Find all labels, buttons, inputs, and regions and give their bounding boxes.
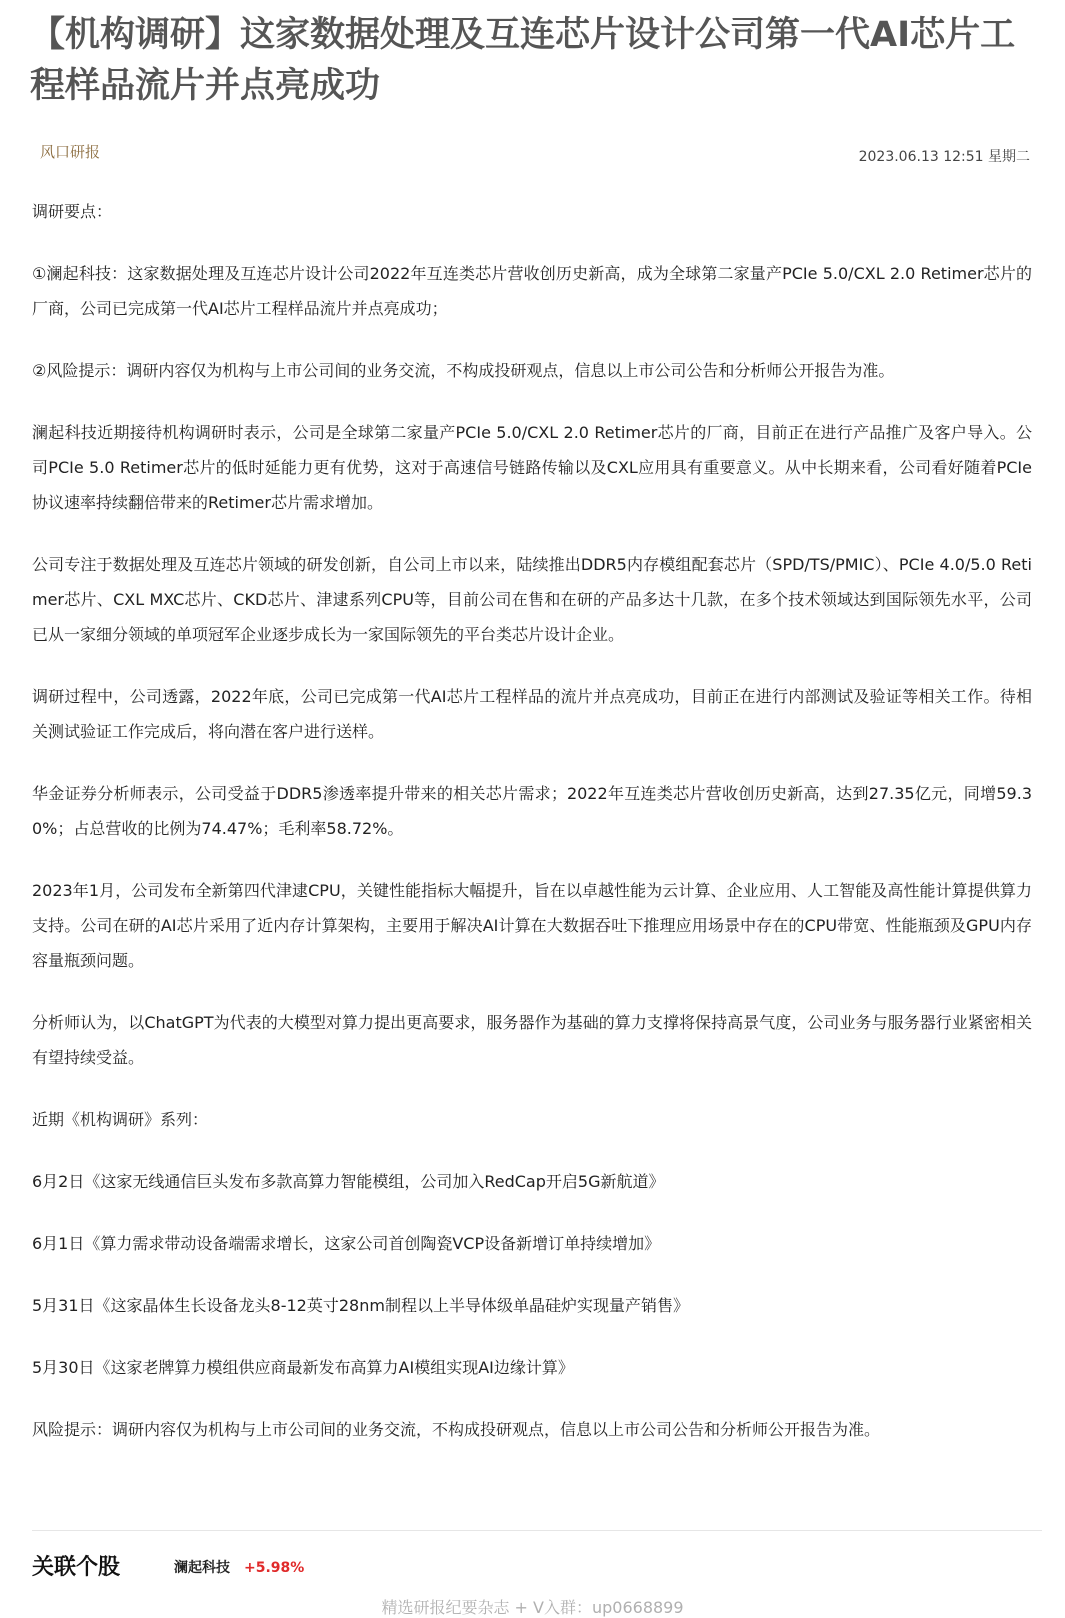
article-datetime: 2023.06.13 12:51 星期二: [858, 149, 1030, 165]
watermark-text: 精选研报纪要杂志 + V入群：up0668899: [381, 1598, 684, 1617]
body-paragraph: 2023年1月，公司发布全新第四代津逮CPU，关键性能指标大幅提升，旨在以卓越性能为云计算、企业应用、人工智能及高性能计算提供算力支持。公司在研的AI芯片采用了近内存计算架构，主要用于解决AI计算在大数据吞吐下推理应用场景中存在的CPU带宽、性能瓶颈及GPU内存容量瓶颈问题。: [32, 881, 1032, 970]
key-point-2: ②风险提示：调研内容仅为机构与上市公司间的业务交流，不构成投研观点，信息以上市公司公告和分析师公开报告为准。: [32, 361, 895, 380]
series-heading: 近期《机构调研》系列：: [32, 1110, 209, 1129]
article-source[interactable]: 风口研报: [40, 143, 101, 161]
body-paragraph: 华金证券分析师表示，公司受益于DDR5渗透率提升带来的相关芯片需求；2022年互连类芯片营收创历史新高，达到27.35亿元，同增59.30%；占总营收的比例为74.47%；毛利率58.72%。: [32, 784, 1032, 838]
stock-change: +5.98%: [244, 1560, 305, 1576]
body-paragraph: 分析师认为，以ChatGPT为代表的大模型对算力提出更高要求，服务器作为基础的算力支撑将保持高景气度，公司业务与服务器行业紧密相关有望持续受益。: [32, 1013, 1032, 1067]
stock-name: 澜起科技: [174, 1560, 230, 1576]
section-divider: [32, 1530, 1042, 1531]
article-body: [32, 194, 1032, 1474]
related-stock-item[interactable]: [174, 1557, 304, 1577]
series-link[interactable]: 5月30日《这家老牌算力模组供应商最新发布高算力AI模组实现AI边缘计算》: [32, 1358, 574, 1377]
body-paragraph: 公司专注于数据处理及互连芯片领域的研发创新，自公司上市以来，陆续推出DDR5内存模组配套芯片（SPD/TS/PMIC）、PCIe 4.0/5.0 Retimer芯片、CXL MXC芯片、CKD芯片、津逮系列CPU等，目前公司在售和在研的产品多达十几款，在多个技术领域达到国际领先水平，公司已从一家细分领域的单项冠军企业逐步成长为一家国际领先的平台类芯片设计企业。: [32, 555, 1032, 644]
series-link[interactable]: 6月2日《这家无线通信巨头发布多款高算力智能模组，公司加入RedCap开启5G新航道》: [32, 1172, 665, 1191]
key-point-1: ①澜起科技：这家数据处理及互连芯片设计公司2022年互连类芯片营收创历史新高，成为全球第二家量产PCIe 5.0/CXL 2.0 Retimer芯片的厂商，公司已完成第一代AI芯片工程样品流片并点亮成功；: [32, 264, 1032, 318]
body-paragraph: 澜起科技近期接待机构调研时表示，公司是全球第二家量产PCIe 5.0/CXL 2.0 Retimer芯片的厂商，目前正在进行产品推广及客户导入。公司PCIe 5.0 Retimer芯片的低时延能力更有优势，这对于高速信号链路传输以及CXL应用具有重要意义。从中长期来看，公司看好随着PCIe协议速率持续翻倍带来的Retimer芯片需求增加。: [32, 423, 1032, 512]
risk-disclaimer: 风险提示：调研内容仅为机构与上市公司间的业务交流，不构成投研观点，信息以上市公司公告和分析师公开报告为准。: [32, 1420, 881, 1439]
series-link[interactable]: 6月1日《算力需求带动设备端需求增长，这家公司首创陶瓷VCP设备新增订单持续增加》: [32, 1234, 661, 1253]
related-stocks-heading: 关联个股: [32, 1555, 121, 1580]
key-points-heading: 调研要点：: [32, 202, 113, 221]
article-title: 【机构调研】这家数据处理及互连芯片设计公司第一代AI芯片工程样品流片并点亮成功: [30, 15, 1016, 106]
series-link[interactable]: 5月31日《这家晶体生长设备龙头8-12英寸28nm制程以上半导体级单晶硅炉实现量产销售》: [32, 1296, 689, 1315]
body-paragraph: 调研过程中，公司透露，2022年底，公司已完成第一代AI芯片工程样品的流片并点亮成功，目前正在进行内部测试及验证等相关工作。待相关测试验证工作完成后，将向潜在客户进行送样。: [32, 687, 1032, 741]
